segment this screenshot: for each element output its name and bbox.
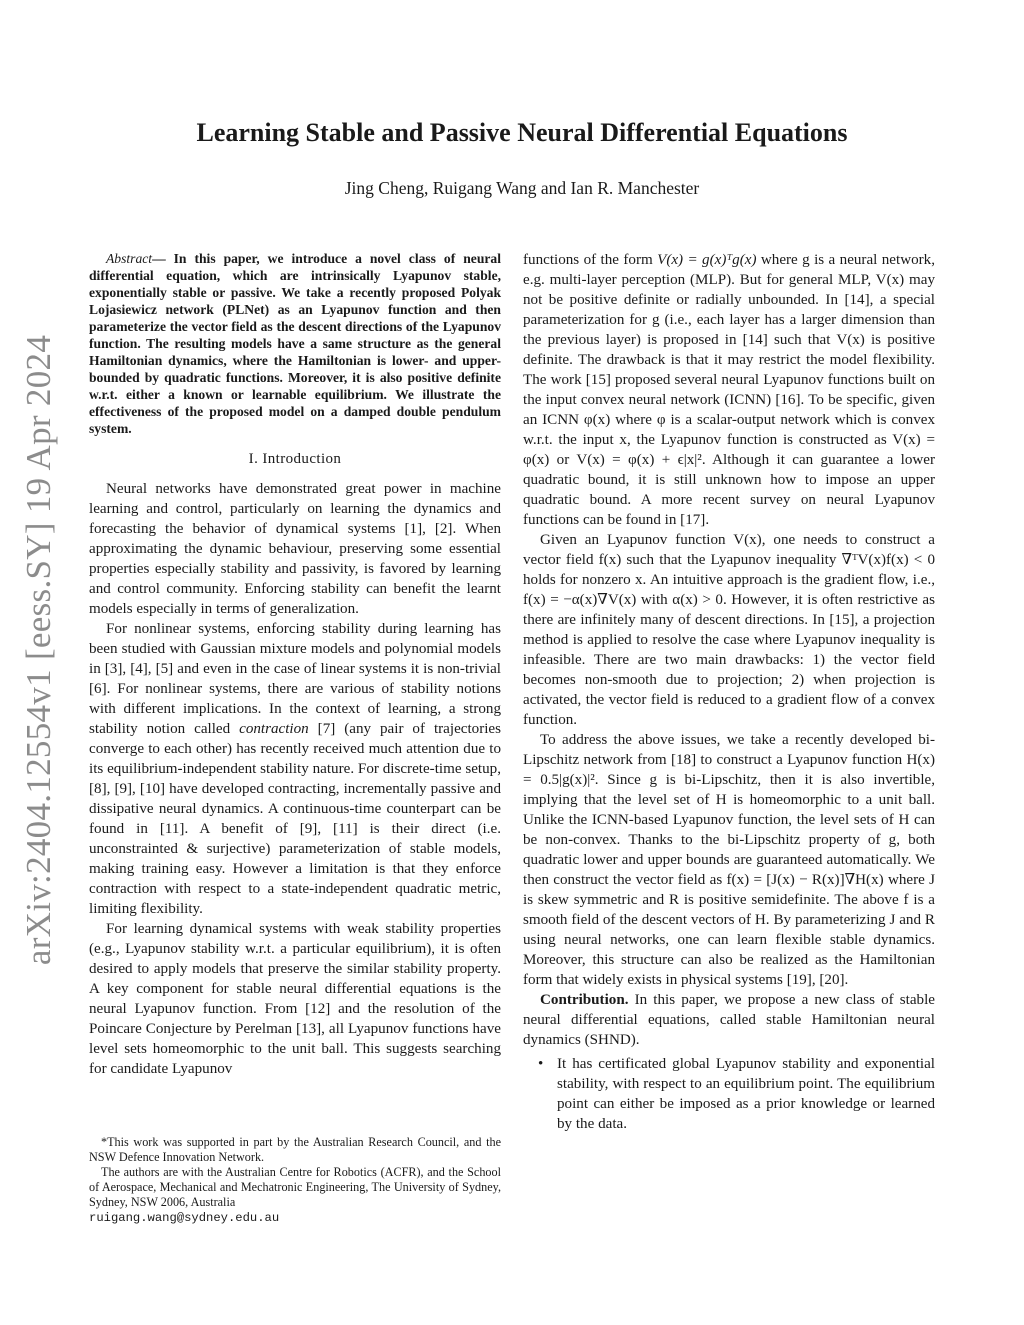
right-paragraph-3: To address the above issues, we take a recently developed bi-Lipschitz network from [18] to construct a Lyapunov function H(x) = 0.5|g(x)|². Since g is bi-Lipschitz, then it is also invertible, implying that the level set of H is homeomorphic to a unit ball. Unlike the ICNN-based Lyapunov function, the level sets of H can be non-convex. Thanks to the bi-Lipschitz property of g, both quadratic lower and upper bounds are guaranteed automatically. We then construct the vector field as f(x) = [J(x) − R(x)]∇H(x) where J is skew symmetric and R is positive semidefinite. The above f is a smooth field of the descent vectors of H. By parameterizing J and R using neural networks, one can learn flexible stable dynamics. Moreover, this structure can also be realized as the Hamiltonian form that widely exists in physical systems [19], [20]. bbox=[523, 732, 935, 988]
right-paragraph-1 bbox=[523, 250, 935, 530]
paper-authors: Jing Cheng, Ruigang Wang and Ian R. Manchester bbox=[344, 178, 700, 198]
contribution-label: Contribution. bbox=[540, 992, 629, 1008]
footnotes bbox=[89, 1135, 501, 1226]
abstract-label: Abstract bbox=[106, 251, 153, 266]
arxiv-identifier bbox=[4, 336, 74, 964]
right-p1-part-b: where g is a neural network, e.g. multi-layer perception (MLP). But for general MLP, V(x) may not be positive definite or radially unbounded. In [14], a special parameterization for g (i.e., each layer has a larger dimension than the previous layer) is proposed in [14] such that V(x) is positive definite. The drawback is that it may restrict the model flexibility. The work [15] proposed several neural Lyapunov functions built on the input convex neural network (ICNN) [16]. To be specific, given an ICNN φ(x) where φ is a scalar-output network which is convex w.r.t. the input x, the Lyapunov function is constructed as V(x) = φ(x) or V(x) = φ(x) + ϵ|x|². Although it can guarantee a lower quadratic bound, it is still unknown how to impose an upper quadratic bound. A more recent survey on neural Lyapunov functions can be found in [17]. bbox=[523, 252, 935, 528]
right-column bbox=[523, 250, 935, 1134]
equation-lyapunov-form: V(x) = g(x)ᵀg(x) bbox=[657, 252, 757, 268]
intro-paragraph-3: For learning dynamical systems with weak stability properties (e.g., Lyapunov stability w.r.t. a particular equilibrium), it is often desired to apply models that preserve the similar stability property. A key component for stable neural differential equations is the neural Lyapunov function. From [12] and the resolution of the Poincare Conjecture by Perelman [13], all Lyapunov functions have level sets homeomorphic to the unit ball. This suggests searching for candidate Lyapunov bbox=[89, 921, 501, 1077]
right-p1-part-a: functions of the form bbox=[523, 252, 658, 268]
intro-p2-emphasis: contraction bbox=[239, 721, 309, 737]
arxiv-id-text: arXiv:2404.12554v1 [eess.SY] 19 Apr 2024 bbox=[19, 334, 58, 966]
intro-paragraph-2 bbox=[89, 619, 501, 919]
list-item bbox=[523, 1054, 935, 1134]
contribution-list bbox=[523, 1054, 935, 1134]
contribution-paragraph bbox=[523, 990, 935, 1050]
footnote-affiliation-text: The authors are with the Australian Centre for Robotics (ACFR), and the School of Aerospace, Mechanical and Mechatronic Engineering, The University of Sydney, Sydney, NSW 2006, Australia bbox=[89, 1165, 501, 1209]
abstract-text: — In this paper, we introduce a novel class of neural differential equation, which are intrinsically Lyapunov stable, exponentially stable or passive. We take a recently proposed Polyak Lojasiewicz network (PLNet) as an Lyapunov function and then parameterize the vector field as the descent directions of the Lyapunov function. The resulting models have a same structure as the general Hamiltonian dynamics, where the Hamiltonian is lower- and upper-bounded by quadratic functions. Moreover, it is also positive definite w.r.t. either a known or learnable equilibrium. We illustrate the effectiveness of the proposed model on a damped double pendulum system. bbox=[89, 251, 501, 436]
paper-title: Learning Stable and Passive Neural Differential Equations bbox=[196, 118, 848, 147]
left-column bbox=[89, 250, 501, 1079]
right-paragraph-2: Given an Lyapunov function V(x), one needs to construct a vector field f(x) such that the Lyapunov inequality ∇ᵀV(x)f(x) < 0 holds for nonzero x. An intuitive approach is the gradient flow, i.e., f(x) = −α(x)∇V(x) with α(x) > 0. However, it is often restrictive as there are infinitely many of descent directions. In [15], a projection method is applied to resolve the case where Lyapunov inequality is infeasible. There are two main drawbacks: 1) the vector field becomes non-smooth due to projection; 2) when projection is activated, the vector field is reduced to a gradient flow of a convex function. bbox=[523, 532, 935, 728]
abstract bbox=[89, 250, 501, 437]
intro-p2-part-a: For nonlinear systems, enforcing stability during learning has been studied with Gaussian mixture models and polynomial models in [3], [4], [5] and even in the case of linear systems it is non-trivial [6]. For nonlinear systems, there are various of stability notions with different implications. In the context of learning, a strong stability notion called bbox=[89, 621, 501, 737]
bullet-icon: • bbox=[538, 1056, 544, 1072]
intro-paragraph-1: Neural networks have demonstrated great power in machine learning and control, particularly on learning the dynamics and forecasting the behavior of dynamical systems [1], [2]. When approximating the dynamic behaviour, preserving some essential properties especially stability and passivity, is favored by learning and control community. Enforcing stability can benefit the learnt models especially in terms of generalization. bbox=[89, 481, 501, 617]
section-heading-introduction: I. Introduction bbox=[248, 451, 342, 467]
intro-p2-part-b: [7] (any pair of trajectories converge to each other) has recently received much attention due to its equilibrium-independent stability nature. For discrete-time setup, [8], [9], [10] have developed contracting, incrementally passive and dissipative neural dynamics. A continuous-time counterpart can be found in [11]. A benefit of [9], [11] is their direct (i.e. unconstrainted & surjective) parameterization of stable models, making training easy. However a limitation is that they enforce contraction with respect to a state-independent quadratic metric, limiting flexibility. bbox=[89, 721, 502, 917]
contribution-text: In this paper, we propose a new class of stable neural differential equations, called stable Hamiltonian neural dynamics (SHND). bbox=[523, 992, 935, 1048]
bullet-text: It has certificated global Lyapunov stability and exponential stability, with respect to an equilibrium point. The equilibrium point can either be imposed as a prior knowledge or learned by the data. bbox=[557, 1056, 935, 1132]
author-email-link[interactable]: ruigang.wang@sydney.edu.au bbox=[89, 1211, 280, 1225]
footnote-affiliation bbox=[89, 1165, 501, 1226]
footnote-funding: *This work was supported in part by the Australian Research Council, and the NSW Defence Innovation Network. bbox=[89, 1135, 501, 1164]
